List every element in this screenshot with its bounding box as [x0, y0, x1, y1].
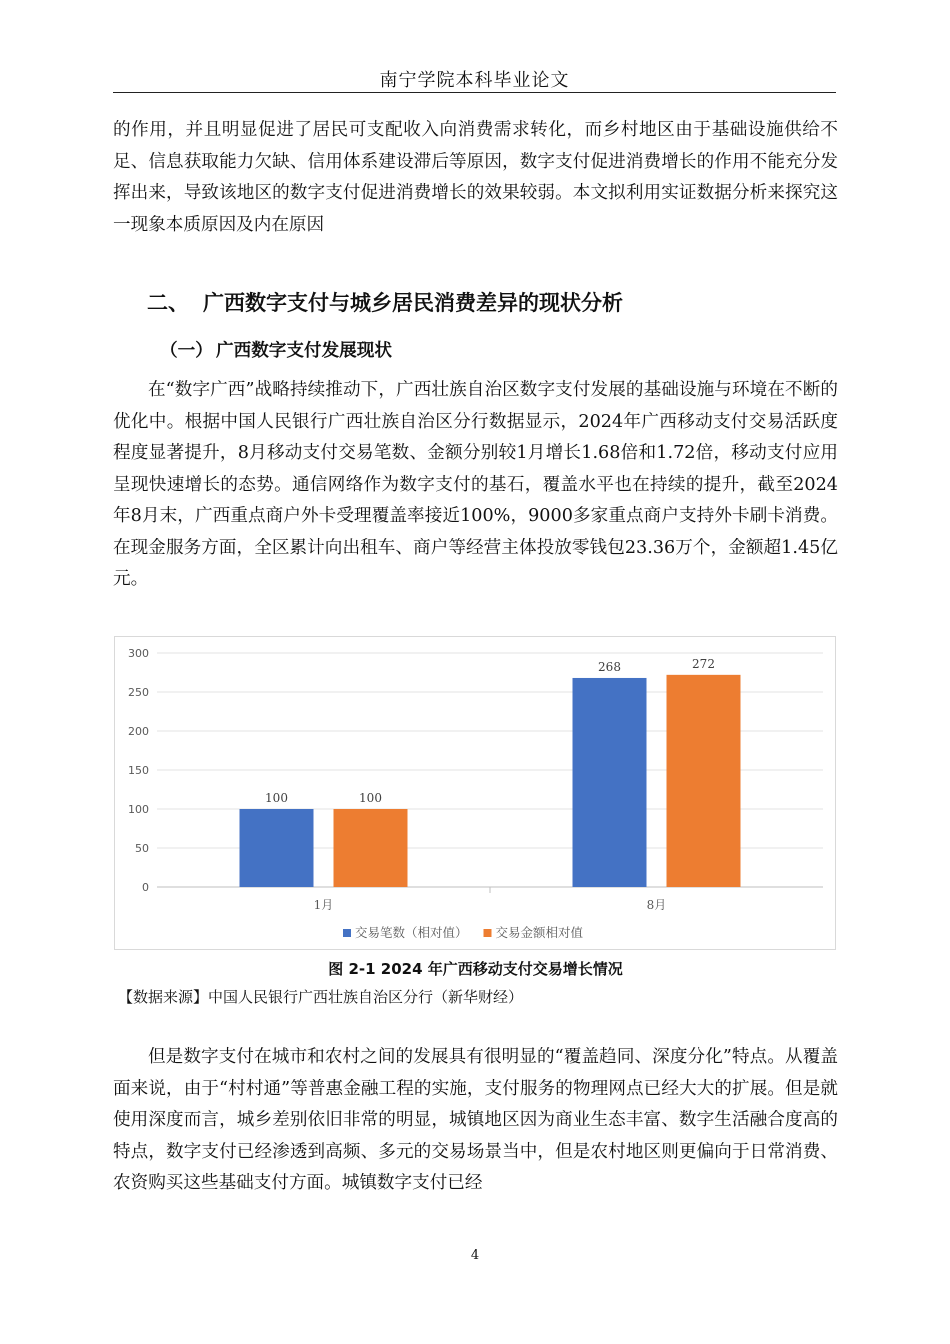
paragraph-intro: 的作用，并且明显促进了居民可支配收入向消费需求转化，而乡村地区由于基础设施供给不足、信息获取能力欠缺、信用体系建设滞后等原因，数字支付促进消费增长的作用不能充分发挥出来，导致该地区的数字支付促进消费增长的效果较弱。本文拟利用实证数据分析来探究这一现象本质原因及内在原因: [113, 120, 838, 235]
bar: [334, 809, 408, 887]
page-header-title: 南宁学院本科毕业论文: [379, 70, 570, 91]
bar: [573, 678, 647, 887]
y-tick-label: 50: [135, 842, 149, 855]
x-tick-label: 1月: [313, 898, 334, 912]
y-tick-label: 150: [128, 764, 149, 777]
section-heading: [147, 287, 623, 317]
legend-swatch: [484, 929, 492, 937]
data-label: 100: [359, 791, 382, 805]
y-tick-label: 300: [128, 647, 149, 660]
bar: [667, 675, 741, 887]
data-label: 100: [265, 791, 288, 805]
bar-chart-svg: [115, 637, 835, 949]
y-tick-label: 100: [128, 803, 149, 816]
figure-caption: 图 2-1 2024 年广西移动支付交易增长情况: [328, 960, 623, 978]
subsection-title: 广西数字支付发展现状: [216, 341, 392, 361]
page-number: 4: [470, 1248, 480, 1263]
data-label: 272: [692, 656, 715, 671]
data-label: 268: [598, 659, 621, 674]
subsection-number: （一）: [160, 341, 213, 361]
paragraph-urban-rural: 但是数字支付在城市和农村之间的发展具有很明显的“覆盖趋同、深度分化”特点。从覆盖面来说，由于“村村通”等普惠金融工程的实施，支付服务的物理网点已经大大的扩展。但是就使用深度而言，城乡差别依旧非常的明显，城镇地区因为商业生态丰富、数字生活融合度高的特点，数字支付已经渗透到高频、多元的交易场景当中，但是农村地区则更偏向于日常消费、农资购买这些基础支付方面。城镇数字支付已经: [113, 1047, 838, 1193]
legend-label: 交易金额相对值: [495, 925, 584, 940]
header-rule: [113, 92, 836, 93]
subsection-heading: [160, 337, 392, 362]
y-tick-label: 200: [128, 725, 149, 738]
bar: [240, 809, 314, 887]
figure-source: 【数据来源】中国人民银行广西壮族自治区分行（新华财经）: [118, 988, 524, 1006]
legend-swatch: [343, 929, 351, 937]
paragraph-status: 在“数字广西”战略持续推动下，广西壮族自治区数字支付发展的基础设施与环境在不断的优化中。根据中国人民银行广西壮族自治区分行数据显示，2024年广西移动支付交易活跃度程度显著提升，8月移动支付交易笔数、金额分别较1月增长1.68倍和1.72倍，移动支付应用呈现快速增长的态势。通信网络作为数字支付的基石，覆盖水平也在持续的提升，截至2024年8月末，广西重点商户外卡受理覆盖率接近100%，9000多家重点商户支持外卡刷卡消费。在现金服务方面，全区累计向出租车、商户等经营主体投放零钱包23.36万个，金额超1.45亿元。: [113, 380, 838, 589]
x-tick-label: 8月: [646, 898, 667, 912]
section-title: 广西数字支付与城乡居民消费差异的现状分析: [203, 291, 623, 315]
section-number: 二、: [147, 291, 189, 315]
y-tick-label: 0: [142, 881, 149, 894]
y-tick-label: 250: [128, 686, 149, 699]
legend-label: 交易笔数（相对值）: [355, 925, 468, 940]
bar-chart: [114, 636, 836, 950]
